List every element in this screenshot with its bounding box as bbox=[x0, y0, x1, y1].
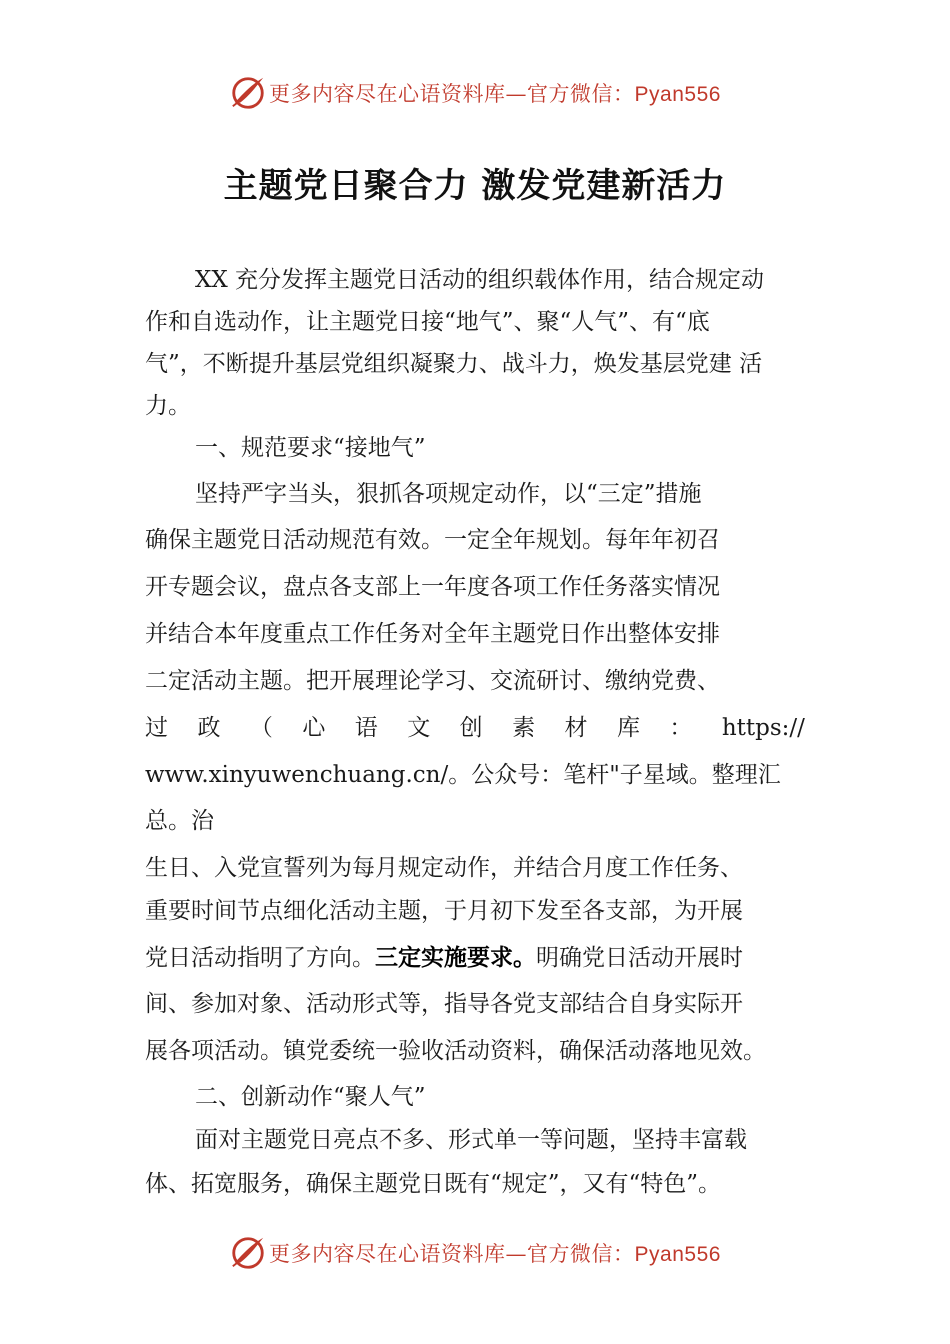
body-line: 力。 bbox=[145, 393, 191, 419]
body-line: 作和自选动作，让主题党日接“地气”、聚“人气”、有“底 bbox=[145, 309, 710, 335]
body-line: 坚持严字当头，狠抓各项规定动作，以“三定”措施 bbox=[195, 481, 702, 507]
body-line: 并结合本年度重点工作任务对全年主题党日作出整体安排 bbox=[145, 621, 720, 647]
body-line: 总。治 bbox=[145, 808, 214, 834]
body-line: 间、参加对象、活动形式等，指导各党支部结合自身实际开 bbox=[145, 991, 743, 1017]
spread-line: 过 政 （ 心 语 文 创 素 材 库 ： https:// bbox=[145, 715, 805, 741]
body-line: 面对主题党日亮点不多、形式单一等问题，坚持丰富载 bbox=[195, 1127, 747, 1153]
body-line: XX 充分发挥主题党日活动的组织载体作用，结合规定动 bbox=[195, 267, 765, 293]
section-heading: 二、创新动作“聚人气” bbox=[195, 1084, 426, 1110]
body-line: 体、拓宽服务，确保主题党日既有“规定”，又有“特色”。 bbox=[145, 1171, 722, 1197]
banner-text: 更多内容尽在心语资料库—官方微信：Pyan556 bbox=[269, 82, 721, 106]
body-line: 开专题会议，盘点各支部上一年度各项工作任务落实情况 bbox=[145, 574, 720, 600]
body-line: 重要时间节点细化活动主题，于月初下发至各支部，为开展 bbox=[145, 898, 743, 924]
body-line: 二定活动主题。把开展理论学习、交流研讨、缴纳党费、 bbox=[145, 668, 720, 694]
feather-logo-icon bbox=[229, 1234, 267, 1272]
footer-banner bbox=[0, 1231, 950, 1275]
body-line: www.xinyuwenchuang.cn/。公众号：笔杆"子星域。整理汇 bbox=[145, 762, 781, 788]
feather-logo-icon bbox=[229, 74, 267, 112]
body-line: 气”，不断提升基层党组织凝聚力、战斗力，焕发基层党建 活 bbox=[145, 351, 763, 377]
header-banner bbox=[0, 71, 950, 115]
body-line-mixed: 党日活动指明了方向。三定实施要求。明确党日活动开展时 bbox=[145, 945, 743, 971]
section-heading: 一、规范要求“接地气” bbox=[195, 435, 426, 461]
bold-phrase: 三定实施要求。 bbox=[375, 945, 536, 971]
body-line: 展各项活动。镇党委统一验收活动资料，确保活动落地见效。 bbox=[145, 1038, 766, 1064]
document-title: 主题党日聚合力 激发党建新活力 bbox=[223, 166, 727, 206]
body-line: 确保主题党日活动规范有效。一定全年规划。每年年初召 bbox=[145, 527, 720, 553]
body-line: 生日、入党宣誓列为每月规定动作，并结合月度工作任务、 bbox=[145, 855, 743, 881]
banner-text: 更多内容尽在心语资料库—官方微信：Pyan556 bbox=[269, 1242, 721, 1266]
